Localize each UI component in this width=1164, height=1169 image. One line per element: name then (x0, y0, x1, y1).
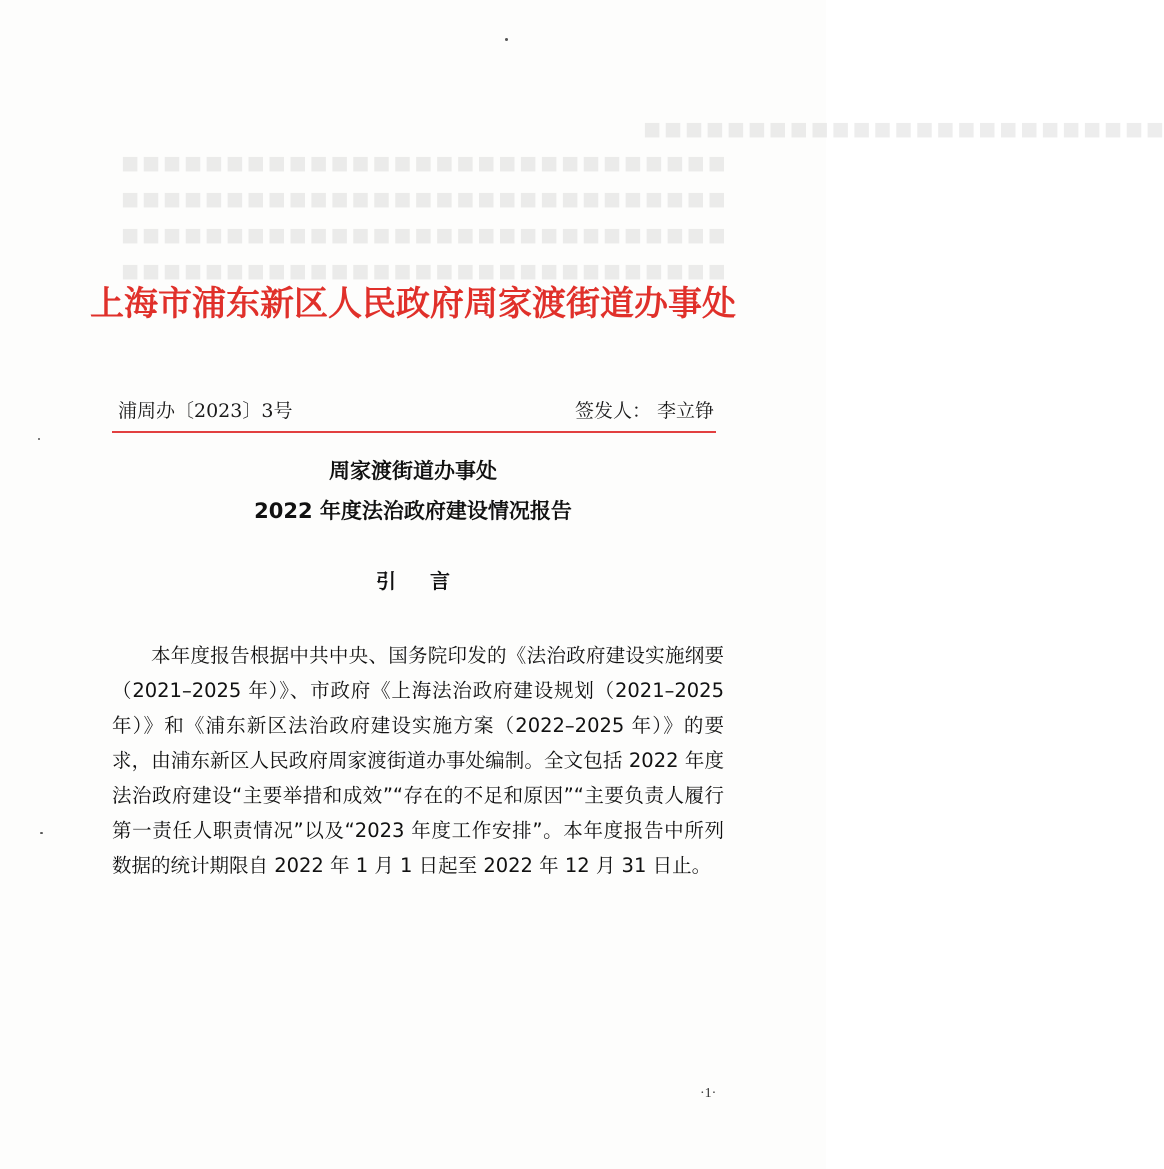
scan-speck (505, 38, 508, 41)
signer (575, 396, 714, 423)
red-divider-line (112, 431, 716, 433)
ghost-line: ■■■■■■■■■■■■■■■■■■■■■■■■■ (640, 118, 1164, 140)
report-title: 2022 年度法治政府建设情况报告 (254, 499, 572, 523)
scan-speck (38, 438, 40, 440)
ghost-line: ■■■■■■■■■■■■■■■■■■■■■■■■■■■■■ (118, 224, 726, 246)
issuing-organization-title: 上海市浦东新区人民政府周家渡街道办事处 (90, 284, 736, 324)
ghost-line: ■■■■■■■■■■■■■■■■■■■■■■■■■■■■■ (118, 188, 726, 210)
introduction-paragraph: 本年度报告根据中共中央、国务院印发的《法治政府建设实施纲要（2021–2025 年）》、市政府《上海法治政府建设规划（2021–2025 年）》和《浦东新区法治政府建设实施方案（2022–2025 年）》的要求，由浦东新区人民政府周家渡街道办事处编制。全文包括 2022 年度法治政府建设“主要举措和成效”“存在的不足和原因”“主要负责人履行第一责任人职责情况”以及“2023 年度工作安排”。本年度报告中所列数据的统计期限自 2022 年 1 月 1 日起至 2022 年 12 月 31 日止。 (112, 644, 724, 877)
ghost-line: ■■■■■■■■■■■■■■■■■■■■■■■■■■■■■ (118, 260, 726, 282)
ghost-line: ■■■■■■■■■■■■■■■■■■■■■■■■■■■■■ (118, 152, 726, 174)
document-number: 浦周办〔2023〕3号 (118, 400, 293, 422)
page-number: ·1· (700, 1086, 717, 1101)
section-heading-introduction: 引言 (376, 569, 484, 593)
signer-label: 签发人： (574, 400, 651, 422)
scan-speck (40, 832, 43, 834)
report-organization: 周家渡街道办事处 (329, 459, 497, 483)
signer-name: 李立铮 (656, 400, 714, 422)
